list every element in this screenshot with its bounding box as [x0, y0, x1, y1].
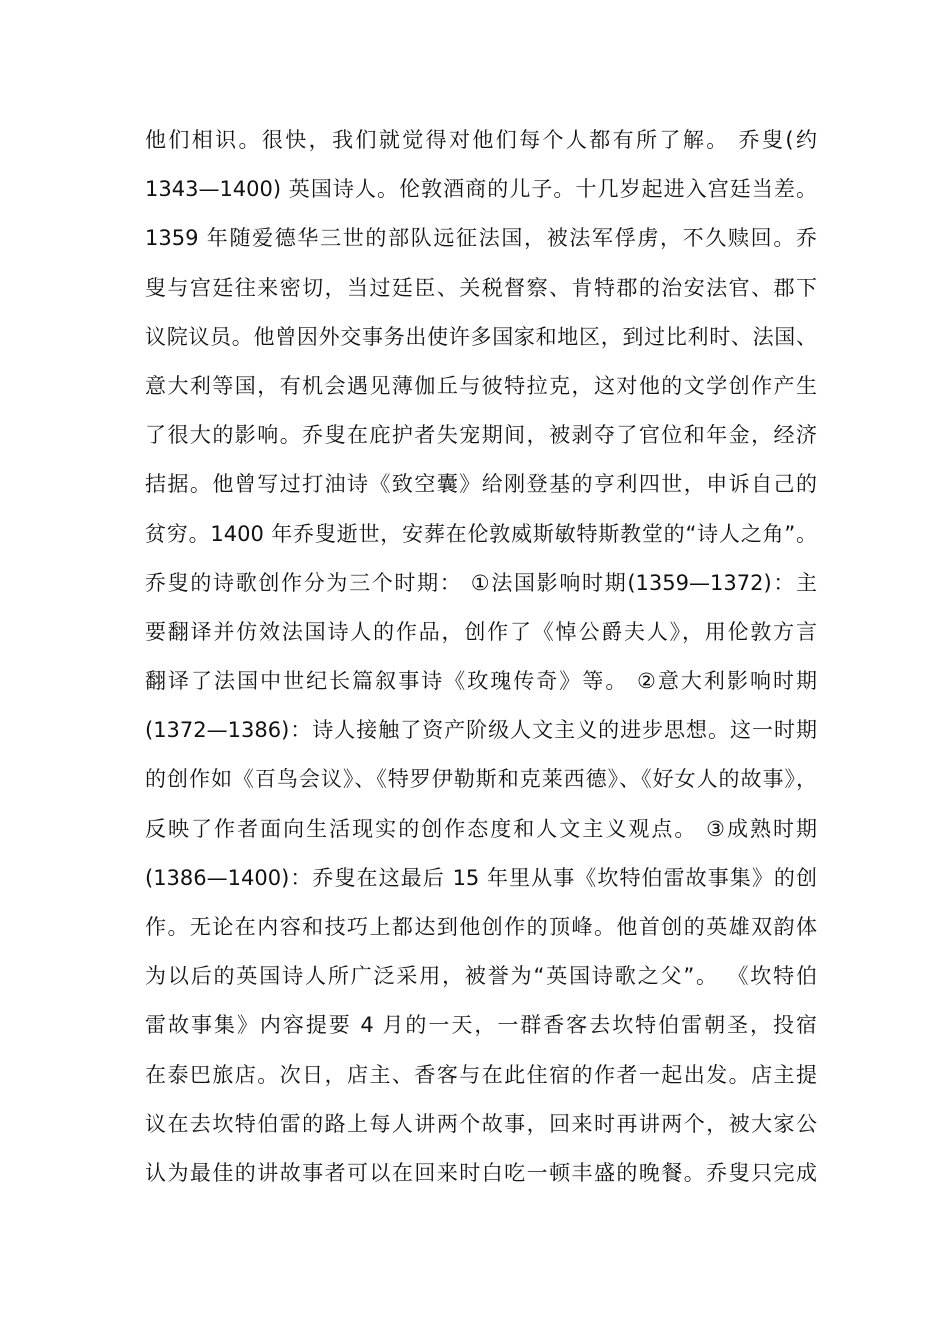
text-line: 认为最佳的讲故事者可以在回来时白吃一顿丰盛的晚餐。乔叟只完成 [145, 1160, 817, 1185]
text-line: 1343—1400) 英国诗人。伦敦酒商的儿子。十几岁起进入宫廷当差。 [145, 177, 817, 202]
text-line: 要翻译并仿效法国诗人的作品，创作了《悼公爵夫人》，用伦敦方言 [145, 619, 817, 644]
body-text [145, 116, 817, 1198]
text-line: 他们相识。很快，我们就觉得对他们每个人都有所了解。 乔叟(约 [145, 128, 817, 152]
text-line: 叟与宫廷往来密切，当过廷臣、关税督察、肯特郡的治安法官、郡下 [145, 275, 817, 300]
text-line: 作。无论在内容和技巧上都达到他创作的顶峰。他首创的英雄双韵体 [145, 915, 817, 939]
text-line: (1372—1386)：诗人接触了资产阶级人文主义的进步思想。这一时期 [145, 718, 817, 743]
text-line: 雷故事集》内容提要 4 月的一天，一群香客去坎特伯雷朝圣，投宿 [145, 1013, 817, 1038]
text-line: 拮据。他曾写过打油诗《致空囊》给刚登基的亨利四世，申诉自己的 [145, 472, 817, 497]
text-line: 意大利等国，有机会遇见薄伽丘与彼特拉克，这对他的文学创作产生 [145, 373, 817, 398]
text-line: 1359 年随爱德华三世的部队远征法国，被法军俘虏，不久赎回。乔 [145, 226, 817, 251]
text-line: 在泰巴旅店。次日，店主、香客与在此住宿的作者一起出发。店主提 [145, 1062, 817, 1087]
text-line: 议在去坎特伯雷的路上每人讲两个故事，回来时再讲两个，被大家公 [145, 1111, 817, 1136]
text-line: 为以后的英国诗人所广泛采用，被誉为“英国诗歌之父”。 《坎特伯 [145, 964, 817, 989]
text-line: 翻译了法国中世纪长篇叙事诗《玫瑰传奇》等。 ②意大利影响时期 [145, 669, 817, 694]
text-line: (1386—1400)：乔叟在这最后 15 年里从事《坎特伯雷故事集》的创 [145, 865, 817, 890]
text-line: 贫穷。1400 年乔叟逝世，安葬在伦敦威斯敏特斯教堂的“诗人之角”。 [145, 521, 817, 546]
text-line: 的创作如《百鸟会议》、《特罗伊勒斯和克莱西德》、《好女人的故事》， [145, 767, 817, 792]
text-line: 反映了作者面向生活现实的创作态度和人文主义观点。 ③成熟时期 [145, 816, 817, 841]
text-line: 议院议员。他曾因外交事务出使许多国家和地区，到过比利时、法国、 [145, 324, 817, 349]
text-line: 了很大的影响。乔叟在庇护者失宠期间，被剥夺了官位和年金，经济 [145, 423, 817, 448]
text-line: 乔叟的诗歌创作分为三个时期： ①法国影响时期(1359—1372)：主 [145, 570, 817, 595]
